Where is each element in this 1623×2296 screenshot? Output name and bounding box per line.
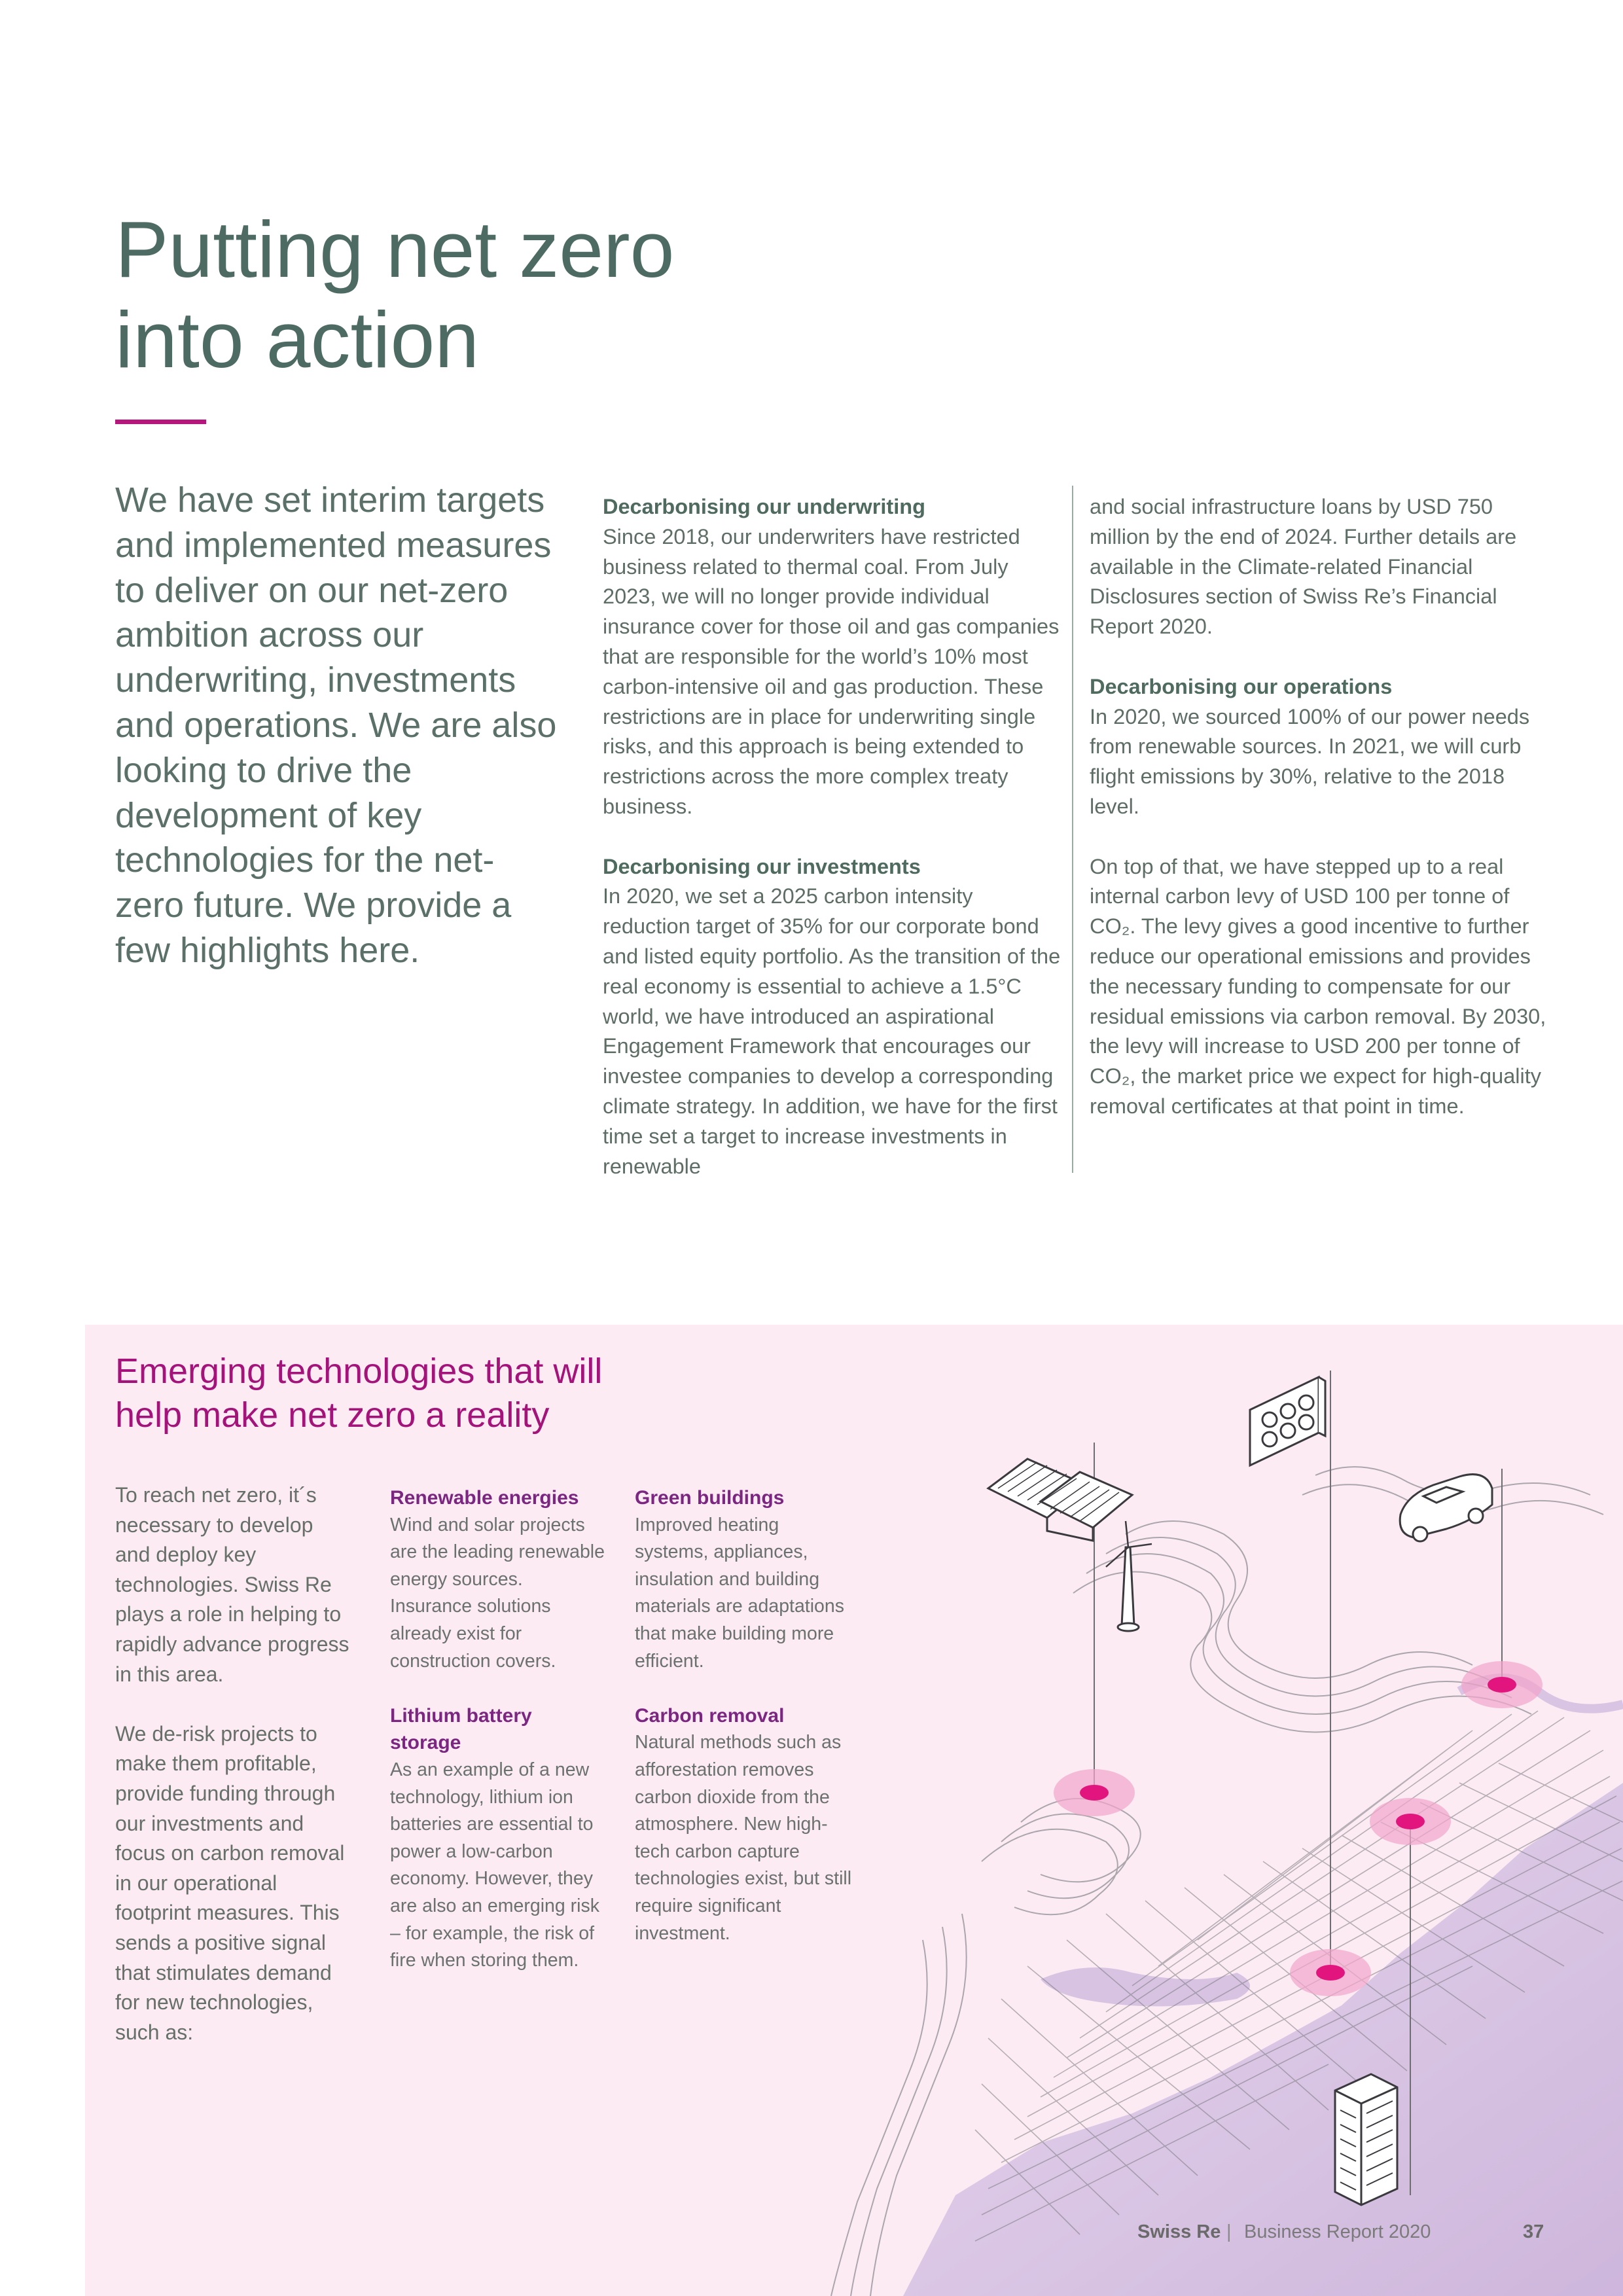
- technology-column-1: [390, 1484, 606, 1975]
- fan-unit-icon: [1250, 1377, 1325, 1465]
- solar-panel-icon: [988, 1459, 1132, 1541]
- map-pin-icon: [1054, 1769, 1135, 1816]
- underwriting-body: Since 2018, our underwriters have restricted business related to thermal coal. From July 2023, we will no longer provide individual insurance cover for those oil and gas companies that are responsible for the world’s 10% most carbon-intensive oil and gas production. These restrictions are in place for underwriting single risks, and this approach is being extended to restrictions across the more complex treaty business.: [603, 524, 1060, 818]
- investments-body-continued: and social infrastructure loans by USD 750 million by the end of 2024. Further details are available in the Climate-related Financial Disclosures section of Swiss Re’s Financial Report 2020.: [1090, 495, 1517, 639]
- emerging-derisk-paragraph: We de-risk projects to make them profitable, provide funding through our investments and focus on carbon removal in our operational footprint measures. This sends a positive signal that stimulates demand for new technologies, such as:: [115, 1721, 345, 2044]
- map-pin-icon: [1370, 1798, 1451, 1845]
- intro-paragraph: We have set interim targets and implemented measures to deliver on our net-zero ambition across our underwriting, investments and operations. We are also looking to drive the development of key technologies for the net-zero future. We provide a few highlights here.: [115, 480, 557, 970]
- building-icon: [1335, 2074, 1397, 2205]
- sea-area-inlet: [1041, 1967, 1250, 2006]
- investments-heading: Decarbonising our investments: [603, 854, 921, 878]
- renewable-energies-body: Wind and solar projects are the leading renewable energy sources. Insurance solutions already exist for construction covers.: [390, 1514, 605, 1672]
- emerging-technologies-title: [115, 1350, 704, 1437]
- green-buildings-body: Improved heating systems, appliances, insulation and building materials are adaptations that make building more efficient.: [635, 1514, 845, 1672]
- investments-body: In 2020, we set a 2025 carbon intensity reduction target of 35% for our corporate bond and listed equity portfolio. As the transition of the real economy is essential to achieve a 1.5°C world, we have introduced an aspirational Engagement Framework that encourages our investee companies to develop a corresponding climate strategy. In addition, we have for the first time set a target to increase investments in renewable: [603, 884, 1061, 1178]
- carbon-removal-body: Natural methods such as afforestation removes carbon dioxide from the atmosphere. New high-tech carbon capture technologies exist, but still require significant investment.: [635, 1732, 852, 1944]
- operations-heading: Decarbonising our operations: [1090, 674, 1393, 698]
- page-number: 37: [1523, 2221, 1544, 2242]
- title-accent-rule: [115, 420, 206, 424]
- technology-column-2: [635, 1484, 857, 1947]
- page-title: [115, 204, 704, 385]
- map-pin-icon: [1290, 1949, 1371, 1996]
- wind-turbine-icon: [1118, 1547, 1139, 1631]
- lithium-battery-heading: Lithium battery storage: [390, 1704, 532, 1754]
- text-column-right: [1090, 492, 1548, 1122]
- emerging-title-line-2: help make net zero a reality: [115, 1395, 550, 1435]
- emerging-intro-paragraph: To reach net zero, it´s necessary to develop and deploy key technologies. Swiss Re plays a role in helping to rapidly advance progress in this area.: [115, 1483, 349, 1686]
- operations-body: In 2020, we sourced 100% of our power needs from renewable sources. In 2021, we will curb flight emissions by 30%, relative to the 2018 level.: [1090, 704, 1530, 818]
- text-column-left: [603, 492, 1061, 1181]
- emerging-intro-column: [115, 1480, 351, 2047]
- lithium-battery-body: As an example of a new technology, lithium ion batteries are essential to power a low-carbon economy. However, they are also an emerging risk – for example, the risk of fire when storing them.: [390, 1759, 599, 1971]
- underwriting-heading: Decarbonising our underwriting: [603, 495, 925, 518]
- carbon-levy-paragraph: On top of that, we have stepped up to a real internal carbon levy of USD 100 per tonne of CO₂. The levy gives a good incentive to further reduce our operational emissions and provides the necessary funding to compensate for our residual emissions via carbon removal. By 2030, the levy will increase to USD 200 per tonne of CO₂, the market price we expect for high-quality removal certificates at that point in time.: [1090, 854, 1546, 1118]
- emerging-title-line-1: Emerging technologies that will: [115, 1352, 603, 1391]
- carbon-removal-heading: Carbon removal: [635, 1704, 785, 1727]
- footer-brand: Swiss Re: [1137, 2221, 1221, 2242]
- footer-separator: |: [1226, 2221, 1232, 2242]
- page-title-line-2: into action: [115, 295, 480, 384]
- renewable-energies-heading: Renewable energies: [390, 1487, 579, 1509]
- column-divider: [1072, 486, 1073, 1173]
- footer-report-title: Business Report 2020: [1244, 2221, 1431, 2242]
- map-pin-icon: [1461, 1661, 1543, 1708]
- green-buildings-heading: Green buildings: [635, 1487, 785, 1509]
- page-title-line-1: Putting net zero: [115, 205, 675, 294]
